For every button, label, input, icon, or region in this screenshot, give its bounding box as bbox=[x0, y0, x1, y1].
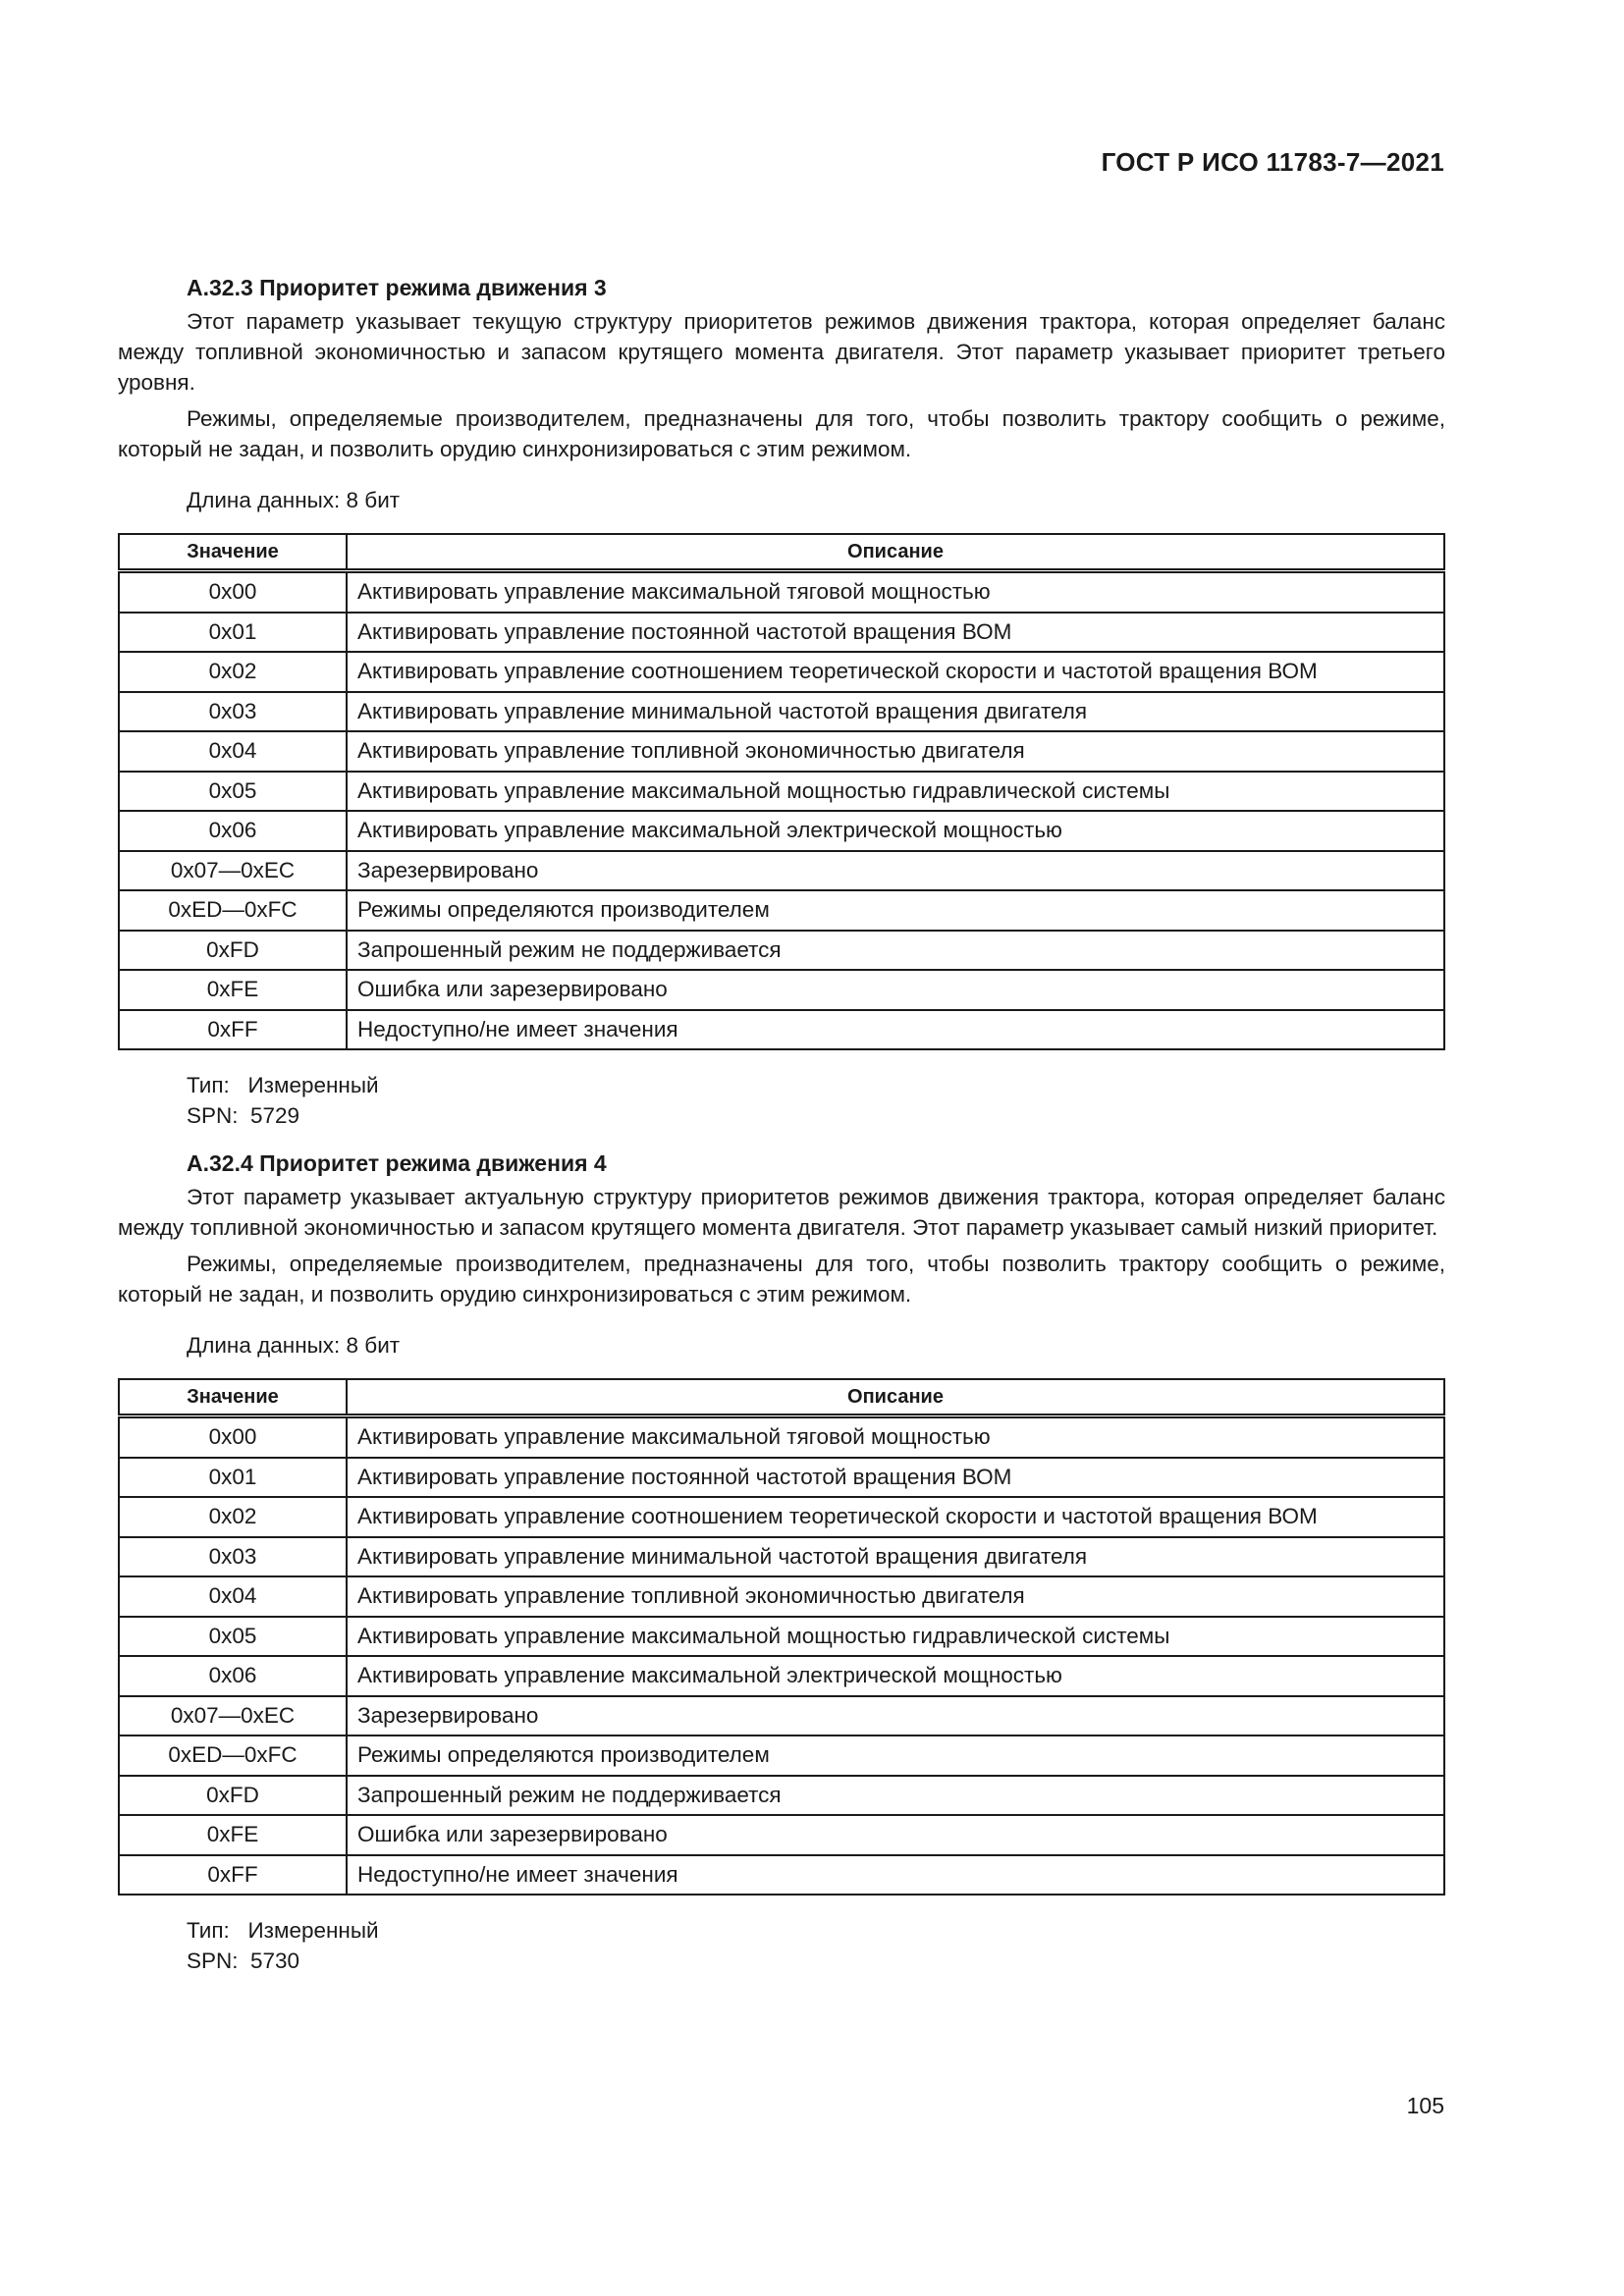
value-code-cell: 0xFF bbox=[119, 1010, 347, 1050]
table-row bbox=[119, 772, 1444, 812]
description-cell: Ошибка или зарезервировано bbox=[347, 1815, 1444, 1855]
table-row bbox=[119, 731, 1444, 772]
column-header-description: Описание bbox=[347, 534, 1444, 571]
table-header-row bbox=[119, 534, 1444, 571]
value-code-cell: 0xED—0xFC bbox=[119, 1735, 347, 1776]
paragraph: Этот параметр указывает актуальную структуру приоритетов режимов движения трактора, которая определяет баланс между топливной экономичностью и запасом крутящего момента двигателя. Этот параметр указывает самый низкий приоритет. bbox=[118, 1185, 1445, 1240]
page-content bbox=[118, 273, 1445, 1976]
value-code-cell: 0x04 bbox=[119, 1576, 347, 1617]
table-row bbox=[119, 1696, 1444, 1736]
standard-designation: ГОСТ Р ИСО 11783-7—2021 bbox=[1101, 147, 1444, 177]
table-row bbox=[119, 970, 1444, 1010]
values-table bbox=[118, 1378, 1445, 1896]
value-code-cell: 0x02 bbox=[119, 1497, 347, 1537]
value-code-cell: 0x07—0xEC bbox=[119, 1696, 347, 1736]
description-cell: Активировать управление максимальной электрической мощностью bbox=[347, 811, 1444, 851]
table-row bbox=[119, 1656, 1444, 1696]
value-code-cell: 0x01 bbox=[119, 613, 347, 653]
table-row bbox=[119, 1458, 1444, 1498]
description-cell: Активировать управление минимальной частотой вращения двигателя bbox=[347, 692, 1444, 732]
value-code-cell: 0xED—0xFC bbox=[119, 890, 347, 931]
paragraph: Этот параметр указывает текущую структуру приоритетов режимов движения трактора, которая определяет баланс между топливной экономичностью и запасом крутящего момента двигателя. Этот параметр указывает приоритет третьего уровня. bbox=[118, 309, 1445, 395]
table-row bbox=[119, 851, 1444, 891]
paragraph: Режимы, определяемые производителем, предназначены для того, чтобы позволить трактору сообщить о режиме, который не задан, и позволить орудию синхронизироваться с этим режимом. bbox=[118, 1252, 1445, 1307]
data-length-label: Длина данных: 8 бит bbox=[187, 488, 401, 512]
description-cell: Зарезервировано bbox=[347, 1696, 1444, 1736]
table-row bbox=[119, 1497, 1444, 1537]
table-row bbox=[119, 571, 1444, 613]
type-line: Тип: Измеренный bbox=[187, 1073, 379, 1097]
table-row bbox=[119, 1735, 1444, 1776]
description-cell: Активировать управление минимальной частотой вращения двигателя bbox=[347, 1537, 1444, 1577]
description-cell: Недоступно/не имеет значения bbox=[347, 1010, 1444, 1050]
table-row bbox=[119, 1416, 1444, 1458]
value-code-cell: 0x06 bbox=[119, 811, 347, 851]
table-header-row bbox=[119, 1379, 1444, 1416]
column-header-value: Значение bbox=[119, 534, 347, 571]
parameter-meta bbox=[187, 1915, 1445, 1976]
value-code-cell: 0x05 bbox=[119, 772, 347, 812]
value-code-cell: 0x07—0xEC bbox=[119, 851, 347, 891]
description-cell: Режимы определяются производителем bbox=[347, 890, 1444, 931]
description-cell: Активировать управление постоянной частотой вращения ВОМ bbox=[347, 1458, 1444, 1498]
value-code-cell: 0xFD bbox=[119, 931, 347, 971]
table-row bbox=[119, 692, 1444, 732]
table-row bbox=[119, 1855, 1444, 1896]
table-row bbox=[119, 931, 1444, 971]
data-length-label: Длина данных: 8 бит bbox=[187, 1333, 401, 1358]
value-code-cell: 0x06 bbox=[119, 1656, 347, 1696]
value-code-cell: 0xFD bbox=[119, 1776, 347, 1816]
value-code-cell: 0x03 bbox=[119, 692, 347, 732]
spn-line: SPN: 5730 bbox=[187, 1949, 300, 1973]
table-row bbox=[119, 890, 1444, 931]
description-cell: Активировать управление топливной экономичностью двигателя bbox=[347, 731, 1444, 772]
description-cell: Активировать управление максимальной электрической мощностью bbox=[347, 1656, 1444, 1696]
description-cell: Активировать управление максимальной мощностью гидравлической системы bbox=[347, 772, 1444, 812]
description-cell: Недоступно/не имеет значения bbox=[347, 1855, 1444, 1896]
type-line: Тип: Измеренный bbox=[187, 1918, 379, 1943]
value-code-cell: 0x03 bbox=[119, 1537, 347, 1577]
page-number: 105 bbox=[1406, 2093, 1444, 2118]
description-cell: Запрошенный режим не поддерживается bbox=[347, 1776, 1444, 1816]
table-row bbox=[119, 1537, 1444, 1577]
table-row bbox=[119, 1815, 1444, 1855]
description-cell: Активировать управление максимальной тяговой мощностью bbox=[347, 571, 1444, 613]
value-code-cell: 0xFE bbox=[119, 970, 347, 1010]
section-heading: А.32.4 Приоритет режима движения 4 bbox=[187, 1150, 607, 1176]
description-cell: Активировать управление соотношением теоретической скорости и частотой вращения ВОМ bbox=[347, 652, 1444, 692]
description-cell: Активировать управление максимальной мощностью гидравлической системы bbox=[347, 1617, 1444, 1657]
value-code-cell: 0x04 bbox=[119, 731, 347, 772]
table-row bbox=[119, 613, 1444, 653]
description-cell: Активировать управление соотношением теоретической скорости и частотой вращения ВОМ bbox=[347, 1497, 1444, 1537]
value-code-cell: 0xFF bbox=[119, 1855, 347, 1896]
description-cell: Активировать управление максимальной тяговой мощностью bbox=[347, 1416, 1444, 1458]
description-cell: Режимы определяются производителем bbox=[347, 1735, 1444, 1776]
table-row bbox=[119, 1617, 1444, 1657]
table-row bbox=[119, 1576, 1444, 1617]
description-cell: Активировать управление постоянной частотой вращения ВОМ bbox=[347, 613, 1444, 653]
section-a-32-3 bbox=[118, 273, 1445, 1131]
description-cell: Активировать управление топливной экономичностью двигателя bbox=[347, 1576, 1444, 1617]
column-header-description: Описание bbox=[347, 1379, 1444, 1416]
table-row bbox=[119, 811, 1444, 851]
section-a-32-4 bbox=[118, 1148, 1445, 1976]
value-code-cell: 0xFE bbox=[119, 1815, 347, 1855]
description-cell: Ошибка или зарезервировано bbox=[347, 970, 1444, 1010]
table-row bbox=[119, 1776, 1444, 1816]
value-code-cell: 0x02 bbox=[119, 652, 347, 692]
values-table bbox=[118, 533, 1445, 1050]
value-code-cell: 0x01 bbox=[119, 1458, 347, 1498]
parameter-meta bbox=[187, 1070, 1445, 1131]
description-cell: Запрошенный режим не поддерживается bbox=[347, 931, 1444, 971]
table-row bbox=[119, 652, 1444, 692]
value-code-cell: 0x05 bbox=[119, 1617, 347, 1657]
spn-line: SPN: 5729 bbox=[187, 1103, 300, 1128]
section-heading: А.32.3 Приоритет режима движения 3 bbox=[187, 275, 607, 300]
column-header-value: Значение bbox=[119, 1379, 347, 1416]
description-cell: Зарезервировано bbox=[347, 851, 1444, 891]
value-code-cell: 0x00 bbox=[119, 1416, 347, 1458]
value-code-cell: 0x00 bbox=[119, 571, 347, 613]
table-row bbox=[119, 1010, 1444, 1050]
paragraph: Режимы, определяемые производителем, предназначены для того, чтобы позволить трактору сообщить о режиме, который не задан, и позволить орудию синхронизироваться с этим режимом. bbox=[118, 406, 1445, 461]
